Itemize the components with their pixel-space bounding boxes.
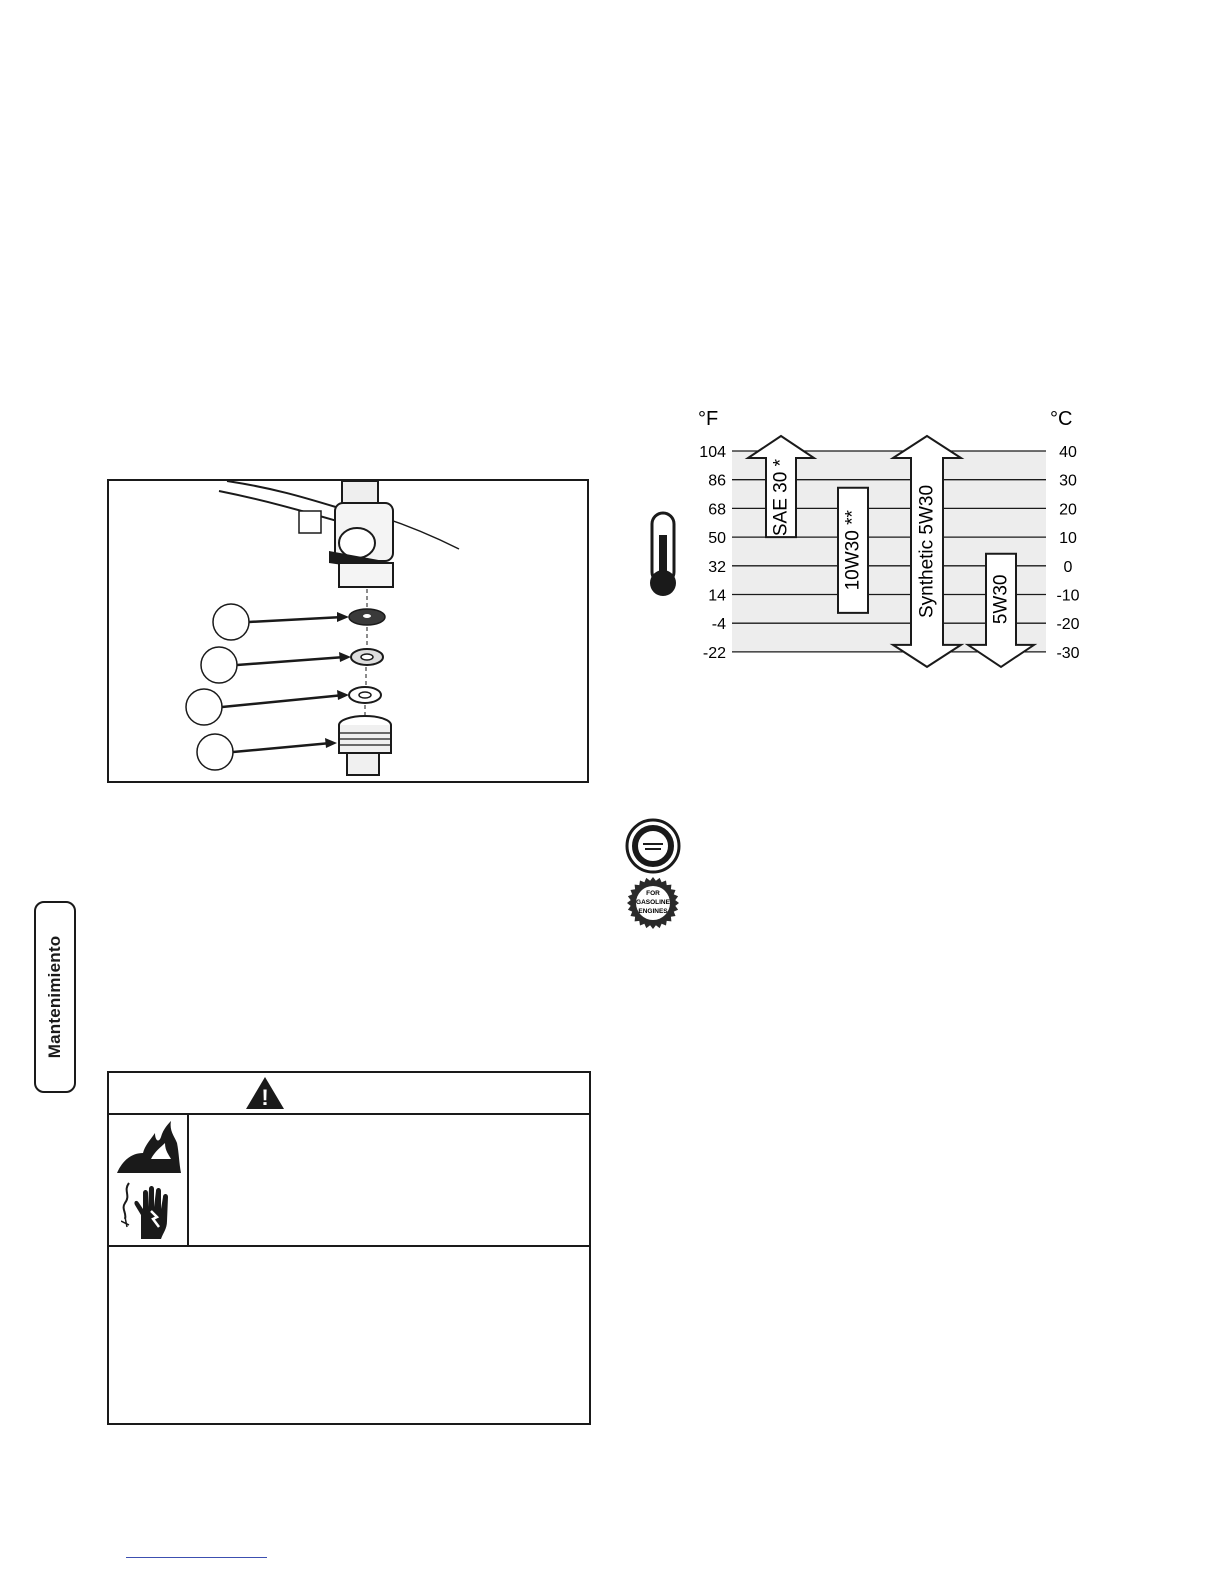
warning-triangle-icon [245, 1076, 285, 1110]
celsius-tick-label: 30 [1059, 472, 1077, 490]
filter-assembly-illustration [109, 481, 587, 781]
warning-header [109, 1073, 589, 1115]
oil-viscosity-svg [600, 395, 1120, 685]
celsius-tick-label: 0 [1063, 558, 1073, 576]
fahrenheit-tick-label: -4 [711, 616, 726, 634]
seal-text-1: FOR [646, 890, 660, 897]
oil-band-label: Synthetic 5W30 [916, 484, 938, 618]
footer-link-underline[interactable] [126, 1557, 267, 1558]
oil-band-label: SAE 30 * [770, 458, 792, 537]
warning-box [107, 1071, 591, 1425]
section-tab-label: Mantenimiento [45, 935, 64, 1059]
oil-viscosity-chart [600, 395, 1120, 685]
parts-figure [107, 479, 589, 783]
electric-shock-icon [121, 1181, 177, 1243]
celsius-tick-label: -10 [1056, 587, 1080, 605]
celsius-tick-label: 20 [1059, 501, 1077, 519]
callout-2 [201, 647, 351, 683]
fahrenheit-unit-label: °F [698, 408, 719, 430]
thermometer-icon [650, 513, 676, 596]
fahrenheit-tick-label: 86 [708, 472, 726, 490]
fahrenheit-tick-label: 104 [699, 444, 726, 461]
fahrenheit-tick-label: -22 [702, 644, 726, 662]
hazard-icons-cell [109, 1115, 189, 1245]
seal-text-3: ENGINES [638, 908, 668, 915]
api-service-symbol-icon [625, 818, 681, 874]
celsius-tick-label: 40 [1059, 444, 1077, 461]
fahrenheit-tick-label: 50 [708, 530, 726, 548]
seal-text-2: GASOLINE [636, 899, 670, 906]
oil-band-10w30 [838, 488, 868, 613]
warning-symbol: ! [261, 1085, 269, 1110]
fahrenheit-tick-label: 68 [708, 501, 726, 519]
fire-hazard-icon [115, 1119, 181, 1175]
callout-4 [197, 734, 337, 770]
oil-band-label: 5W30 [990, 574, 1012, 625]
callout-1 [213, 604, 349, 640]
celsius-tick-label: -20 [1056, 616, 1080, 634]
api-certification-seal-icon [625, 876, 681, 930]
celsius-tick-label: 10 [1059, 530, 1077, 548]
celsius-tick-label: -30 [1056, 644, 1080, 662]
fahrenheit-tick-label: 32 [708, 558, 726, 576]
fahrenheit-tick-label: 14 [708, 587, 726, 605]
section-tab [34, 901, 76, 1093]
callout-3 [186, 689, 349, 725]
oil-band-label: 10W30 ** [842, 510, 864, 591]
celsius-unit-label: °C [1050, 408, 1073, 430]
